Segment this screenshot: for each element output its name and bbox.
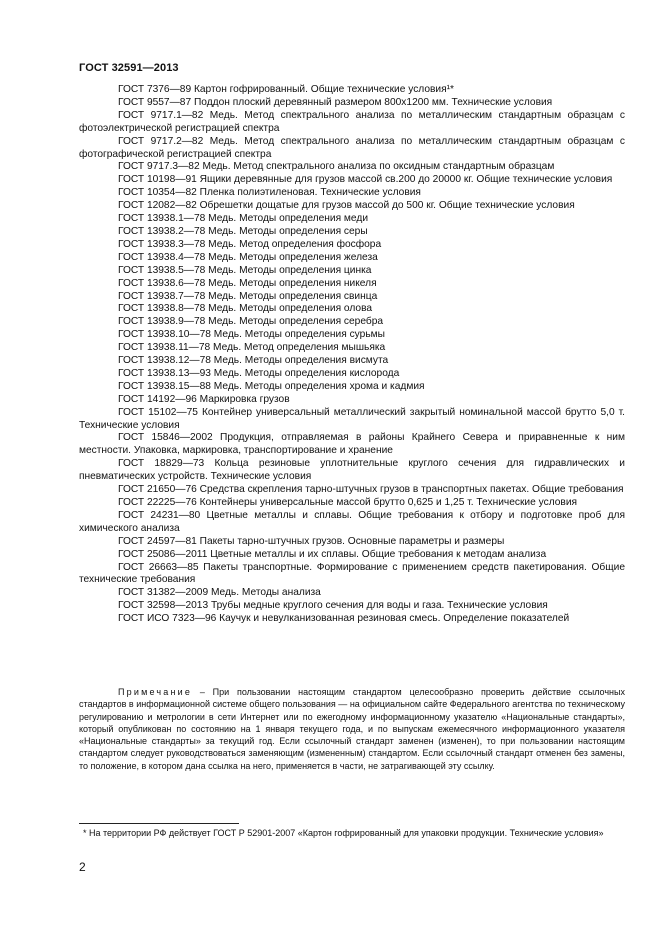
reference-item: ГОСТ ИСО 7323—96 Каучук и невулканизованная резиновая смесь. Определение показателей — [118, 613, 570, 625]
reference-item: ГОСТ 13938.10—78 Медь. Методы определения сурьмы — [118, 329, 385, 341]
reference-item: ГОСТ 15102—75 Контейнер универсальный металлический закрытый номинальной массой брутто 5,0 т. Технические условия — [79, 406, 625, 431]
reference-item: ГОСТ 24231—80 Цветные металлы и сплавы. Общие требования к отбору и подготовке проб для химического анализа — [79, 509, 625, 534]
reference-item: ГОСТ 21650—76 Средства скрепления тарно-штучных грузов в транспортных пакетах. Общие требования — [118, 484, 624, 496]
reference-item: ГОСТ 22225—76 Контейнеры универсальные массой брутто 0,625 и 1,25 т. Технические условия — [118, 497, 578, 508]
reference-item: ГОСТ 13938.4—78 Медь. Методы определения железа — [118, 251, 378, 263]
reference-item: ГОСТ 9717.3—82 Медь. Метод спектрального анализа по оксидным стандартным образцам — [118, 161, 555, 173]
footnote-divider — [79, 823, 239, 824]
note-paragraph — [79, 686, 625, 772]
reference-item: ГОСТ 13938.13—93 Медь. Методы определения кислорода — [118, 367, 400, 379]
reference-item: ГОСТ 18829—73 Кольца резиновые уплотнительные круглого сечения для гидравлических и пневматических устройств. Технические условия — [79, 458, 625, 483]
reference-item: ГОСТ 13938.3—78 Медь. Метод определения фосфора — [118, 238, 382, 250]
reference-item: ГОСТ 9717.2—82 Медь. Метод спектрального анализа по металлическим стандартным образцам с фотографической регистрацией спектра — [79, 135, 625, 160]
reference-item: ГОСТ 12082—82 Обрешетки дощатые для грузов массой до 500 кг. Общие технические условия — [118, 200, 575, 212]
reference-item: ГОСТ 31382—2009 Медь. Методы анализа — [118, 587, 321, 599]
note-text: – При пользовании настоящим стандартом целесообразно проверить действие ссылочных стандартов в информационной системе общего пользования — на официальном сайте Федерального агентства по техническому регулированию и метрологии в сети Интернет или по ежегодному информационному указателю «Национальные стандарты», который опубликован по состоянию на 1 января текущего года, и по выпускам ежемесячного информационного указателя «Национальные стандарты» за текущий год. Если ссылочный стандарт заменен (изменен), то при пользовании настоящим стандартом следует руководствоваться заменяющим (измененным) стандартом. Если ссылочный стандарт отменен без замены, то положение, в котором дана ссылка на него, применяется в части, не затрагивающей эту ссылку. — [79, 687, 625, 771]
reference-item: ГОСТ 13938.11—78 Медь. Метод определения мышьяка — [118, 342, 386, 354]
reference-item: ГОСТ 32598—2013 Трубы медные круглого сечения для воды и газа. Технические условия — [118, 600, 548, 612]
reference-item: ГОСТ 13938.1—78 Медь. Методы определения меди — [118, 213, 369, 225]
document-header: ГОСТ 32591—2013 — [79, 62, 179, 74]
reference-item: ГОСТ 15846—2002 Продукция, отправляемая в районы Крайнего Севера и приравненные к ним местности. Упаковка, маркировка, транспортирование и хранение — [79, 432, 625, 457]
reference-item: ГОСТ 25086—2011 Цветные металлы и их сплавы. Общие требования к методам анализа — [118, 548, 547, 560]
page-number: 2 — [79, 860, 86, 874]
reference-item: ГОСТ 9717.1—82 Медь. Метод спектрального анализа по металлическим стандартным образцам с фотоэлектрической регистрацией спектра — [79, 109, 625, 134]
reference-item: ГОСТ 13938.12—78 Медь. Методы определения висмута — [118, 355, 389, 367]
reference-item: ГОСТ 13938.15—88 Медь. Методы определения хрома и кадмия — [118, 380, 425, 392]
reference-item: ГОСТ 13938.2—78 Медь. Методы определения серы — [118, 225, 368, 237]
reference-item: ГОСТ 9557—87 Поддон плоский деревянный размером 800х1200 мм. Технические условия — [118, 96, 553, 108]
reference-item: ГОСТ 10198—91 Ящики деревянные для грузов массой св.200 до 20000 кг. Общие технические условия — [118, 174, 613, 186]
reference-item: ГОСТ 10354—82 Пленка полиэтиленовая. Технические условия — [118, 187, 421, 199]
reference-item: ГОСТ 13938.6—78 Медь. Методы определения никеля — [118, 277, 377, 289]
note-label: Примечание — [118, 687, 193, 697]
reference-item: ГОСТ 13938.9—78 Медь. Методы определения серебра — [118, 316, 384, 328]
footnote: * На территории РФ действует ГОСТ Р 52901-2007 «Картон гофрированный для упаковки продукции. Технические условия» — [83, 828, 604, 838]
reference-item: ГОСТ 14192—96 Маркировка грузов — [118, 393, 290, 405]
normative-references-list — [79, 84, 625, 626]
reference-item: ГОСТ 24597—81 Пакеты тарно-штучных грузов. Основные параметры и размеры — [118, 535, 505, 547]
reference-item: ГОСТ 13938.7—78 Медь. Методы определения свинца — [118, 290, 378, 302]
reference-item: ГОСТ 26663—85 Пакеты транспортные. Формирование с применением средств пакетирования. Общие технические требования — [79, 561, 625, 586]
reference-item: ГОСТ 7376—89 Картон гофрированный. Общие технические условия¹* — [118, 84, 455, 95]
reference-item: ГОСТ 13938.8—78 Медь. Методы определения олова — [118, 303, 373, 315]
reference-item: ГОСТ 13938.5—78 Медь. Методы определения цинка — [118, 264, 372, 276]
